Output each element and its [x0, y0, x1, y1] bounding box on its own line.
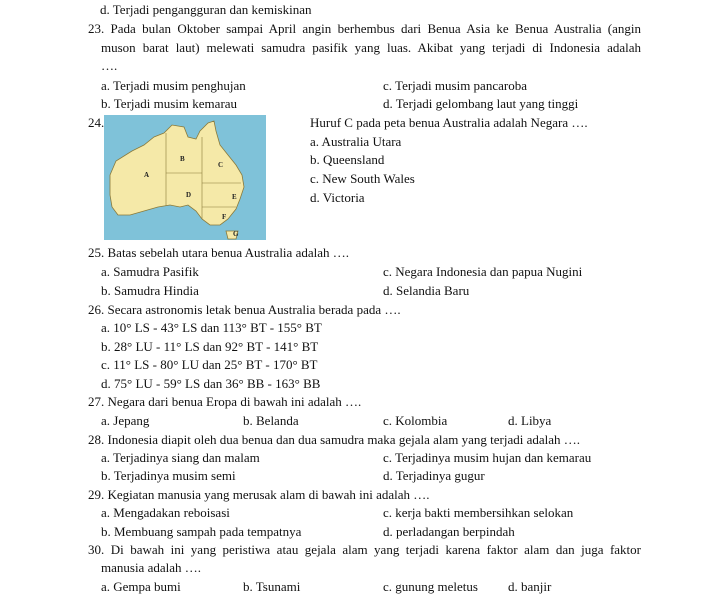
- q28-option-a: a. Terjadinya siang dan malam: [101, 450, 260, 465]
- map-label-d: D: [186, 191, 192, 199]
- map-label-g: G: [233, 230, 239, 238]
- q26-option-b: b. 28° LU - 11° LS dan 92° BT - 141° BT: [101, 339, 319, 354]
- q25-option-d: d. Selandia Baru: [383, 283, 470, 298]
- q26-option-a: a. 10° LS - 43° LS dan 113° BT - 155° BT: [101, 320, 322, 335]
- q28-option-d: d. Terjadinya gugur: [383, 468, 485, 483]
- q27-option-a: a. Jepang: [101, 413, 150, 428]
- q26-option-c: c. 11° LS - 80° LU dan 25° BT - 170° BT: [101, 357, 318, 372]
- q24-option-b: b. Queensland: [310, 152, 385, 167]
- q22-option-d: d. Terjadi pengangguran dan kemiskinan: [100, 2, 312, 17]
- q24-option-c: c. New South Wales: [310, 171, 415, 186]
- q25-stem: 25. Batas sebelah utara benua Australia adalah ….: [88, 245, 349, 260]
- q25-option-a: a. Samudra Pasifik: [101, 264, 199, 279]
- q24-number: 24.: [88, 115, 105, 130]
- q28-stem: 28. Indonesia diapit oleh dua benua dan dua samudra maka gejala alam yang terjadi adalah ….: [88, 432, 581, 447]
- map-label-c: C: [218, 161, 224, 169]
- q29-option-d: d. perladangan berpindah: [383, 524, 515, 539]
- q29-option-b: b. Membuang sampah pada tempatnya: [101, 524, 302, 539]
- q24-option-d: d. Victoria: [310, 190, 365, 205]
- q30-option-b: b. Tsunami: [243, 579, 301, 594]
- q23-stem-line1: 23. Pada bulan Oktober sampai April angin berhembus dari Benua Asia ke Benua Australia (angin: [88, 21, 641, 36]
- australia-map: [104, 115, 266, 240]
- q30-stem-line2: manusia adalah ….: [101, 560, 201, 575]
- q30-option-c: c. gunung meletus: [383, 579, 478, 594]
- q25-option-c: c. Negara Indonesia dan papua Nugini: [383, 264, 583, 279]
- q27-stem: 27. Negara dari benua Eropa di bawah ini adalah ….: [88, 394, 362, 409]
- q27-option-b: b. Belanda: [243, 413, 299, 428]
- q23-option-a: a. Terjadi musim penghujan: [101, 78, 246, 93]
- q24-option-a: a. Australia Utara: [310, 134, 402, 149]
- map-label-b: B: [180, 155, 185, 163]
- q26-option-d: d. 75° LU - 59° LS dan 36° BB - 163° BB: [101, 376, 321, 391]
- q28-option-b: b. Terjadinya musim semi: [101, 468, 236, 483]
- q29-stem: 29. Kegiatan manusia yang merusak alam di bawah ini adalah ….: [88, 487, 430, 502]
- q30-stem-line1: 30. Di bawah ini yang peristiwa atau gejala alam yang terjadi karena faktor alam dan juga faktor: [88, 542, 641, 557]
- q26-stem: 26. Secara astronomis letak benua Australia berada pada ….: [88, 302, 401, 317]
- q27-option-c: c. Kolombia: [383, 413, 448, 428]
- q29-option-a: a. Mengadakan reboisasi: [101, 505, 230, 520]
- q25-option-b: b. Samudra Hindia: [101, 283, 199, 298]
- q24-stem: Huruf C pada peta benua Australia adalah Negara ….: [310, 115, 588, 130]
- q23-option-b: b. Terjadi musim kemarau: [101, 96, 238, 111]
- australia-map-svg: [104, 115, 266, 240]
- map-label-a: A: [144, 171, 150, 179]
- q28-option-c: c. Terjadinya musim hujan dan kemarau: [383, 450, 592, 465]
- q23-option-d: d. Terjadi gelombang laut yang tinggi: [383, 96, 579, 111]
- map-label-f: F: [222, 213, 227, 221]
- q27-option-d: d. Libya: [508, 413, 552, 428]
- map-label-e: E: [232, 193, 237, 201]
- q23-stem-line2: muson barat laut) melewati samudra pasifik yang luas. Akibat yang terjadi di Indonesia adalah: [101, 40, 641, 55]
- q30-option-d: d. banjir: [508, 579, 552, 594]
- q23-stem-line3: ….: [101, 58, 118, 73]
- q23-option-c: c. Terjadi musim pancaroba: [383, 78, 527, 93]
- q30-option-a: a. Gempa bumi: [101, 579, 181, 594]
- q29-option-c: c. kerja bakti membersihkan selokan: [383, 505, 574, 520]
